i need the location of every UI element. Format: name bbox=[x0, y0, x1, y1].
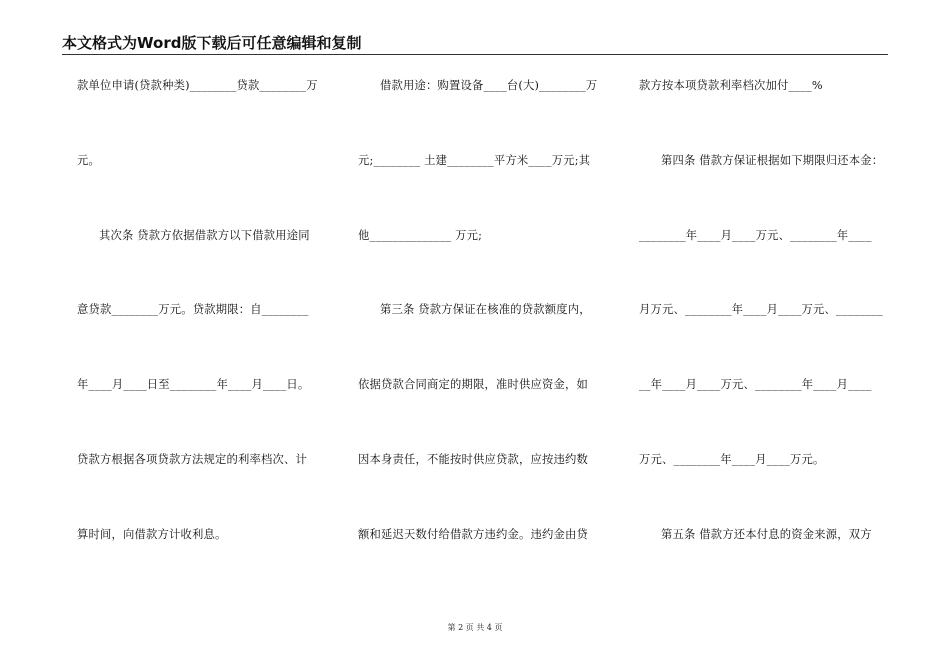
header-title: 本文格式为Word版下载后可任意编辑和复制 bbox=[62, 34, 362, 52]
text-line: 借款用途：购置设备____台(大)________万 bbox=[380, 79, 598, 92]
text-column-3 bbox=[639, 76, 889, 600]
page-footer bbox=[0, 623, 950, 633]
text-line: 元。 bbox=[77, 153, 100, 167]
text-line: 款方按本项贷款利率档次加付____% bbox=[639, 79, 823, 92]
text-line: 月万元、________年____月____万元、________ bbox=[639, 303, 883, 317]
text-line: 他______________ 万元; bbox=[358, 228, 483, 242]
text-column-1 bbox=[77, 76, 327, 600]
text-line: 依据贷款合同商定的期限，准时供应资金，如 bbox=[358, 378, 588, 392]
text-line: 年____月____日至________年____月____日。 bbox=[77, 378, 310, 392]
page-header bbox=[62, 34, 888, 55]
text-line: 因本身责任，不能按时供应贷款，应按违约数 bbox=[358, 452, 588, 466]
text-line: __年____月____万元、________年____月____ bbox=[639, 378, 872, 392]
text-line: 第三条 贷款方保证在核准的贷款额度内， bbox=[380, 303, 591, 317]
text-line: 万元、________年____月____万元。 bbox=[639, 452, 825, 466]
text-line: 款单位申请(贷款种类)________贷款________万 bbox=[77, 79, 318, 92]
text-line: 其次条 贷款方依据借款方以下借款用途同 bbox=[99, 228, 310, 242]
text-line: 元;________ 土建________平方米____万元;其 bbox=[358, 153, 591, 167]
text-line: 算时间，向借款方计收利息。 bbox=[77, 527, 227, 541]
text-line: 第四条 借款方保证根据如下期限归还本金： bbox=[661, 153, 884, 167]
page-number: 第 2 页 共 4 页 bbox=[447, 623, 503, 632]
text-line: ________年____月____万元、________年____ bbox=[639, 228, 872, 242]
text-line: 贷款方根据各项贷款方法规定的利率档次、计 bbox=[77, 452, 307, 466]
text-line: 额和延迟天数付给借款方违约金。违约金由贷 bbox=[358, 527, 588, 541]
text-line: 意贷款________万元。贷款期限：自________ bbox=[77, 303, 309, 317]
text-column-2 bbox=[358, 76, 606, 600]
text-line: 第五条 借款方还本付息的资金来源，双方 bbox=[661, 527, 872, 541]
